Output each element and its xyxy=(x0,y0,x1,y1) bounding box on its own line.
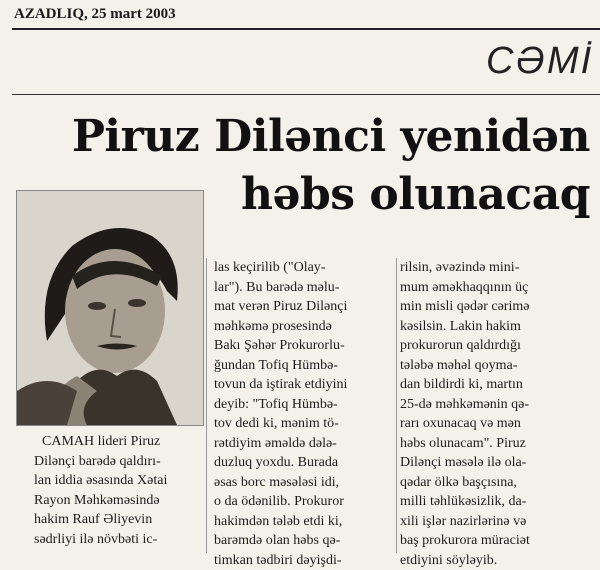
column-divider xyxy=(206,258,207,553)
portrait-image xyxy=(17,191,203,425)
text-line: rətdiyim əməldə dələ- xyxy=(214,434,392,454)
text-line: tələbə məhəl qoyma- xyxy=(400,356,588,376)
text-line: o da ödənilib. Prokuror xyxy=(214,492,392,512)
article-column-1 xyxy=(34,432,196,549)
text-line: etdiyini söyləyib. xyxy=(400,551,588,570)
text-line: xili işlər nazirlərinə və xyxy=(400,512,588,532)
article-column-3 xyxy=(400,258,588,570)
text-line: CAMAH lideri Piruz xyxy=(34,432,196,452)
text-line: min misli qədər cərimə xyxy=(400,297,588,317)
text-line: tov dedi ki, mənim tö- xyxy=(214,414,392,434)
text-line: timkan tədbiri dəyişdi- xyxy=(214,551,392,570)
text-line: həbs olunacam". Piruz xyxy=(400,434,588,454)
text-line: sədrliyi ilə növbəti ic- xyxy=(34,530,196,550)
text-line: tovun da iştirak etdiyini xyxy=(214,375,392,395)
text-line: mat verən Piruz Dilənçi xyxy=(214,297,392,317)
article-column-2 xyxy=(214,258,392,570)
section-tag: CƏMİ xyxy=(486,40,593,83)
portrait-photo xyxy=(16,190,204,426)
top-rule xyxy=(12,28,600,30)
text-line: deyib: "Tofiq Hümbə- xyxy=(214,395,392,415)
masthead: AZADLIQ, 25 mart 2003 xyxy=(14,6,600,26)
section-rule xyxy=(12,94,600,95)
text-line: lan iddia əsasında Xətai xyxy=(34,471,196,491)
text-line: prokurorun qaldırdığı xyxy=(400,336,588,356)
text-line: lar"). Bu barədə məlu- xyxy=(214,278,392,298)
text-line: Rayon Məhkəməsində xyxy=(34,491,196,511)
text-line: barəmdə olan həbs qə- xyxy=(214,531,392,551)
text-line: məhkəmə prosesində xyxy=(214,317,392,337)
text-line: hakimdən tələb etdi ki, xyxy=(214,512,392,532)
text-line: ğundan Tofiq Hümbə- xyxy=(214,356,392,376)
text-line: rilsin, əvəzində mini- xyxy=(400,258,588,278)
text-line: milli təhlükəsizlik, da- xyxy=(400,492,588,512)
text-line: dan bildirdi ki, martın xyxy=(400,375,588,395)
text-line: Bakı Şəhər Prokurorlu- xyxy=(214,336,392,356)
column-divider xyxy=(396,258,397,553)
headline-line-2: həbs olunacaq xyxy=(14,166,590,224)
text-line: 25-də məhkəmənin qə- xyxy=(400,395,588,415)
text-line: əsas borc məsələsi idi, xyxy=(214,473,392,493)
text-line: Dilənçi məsələ ilə ola- xyxy=(400,453,588,473)
text-line: kəsilsin. Lakin hakim xyxy=(400,317,588,337)
headline-line-1: Piruz Diləncі yenidən xyxy=(14,108,590,166)
text-line: baş prokurora müraciət xyxy=(400,531,588,551)
text-line: mum əməkhaqqının üç xyxy=(400,278,588,298)
text-line: hakim Rauf Əliyevin xyxy=(34,510,196,530)
text-line: las keçirilib ("Olay- xyxy=(214,258,392,278)
text-line: duzluq yoxdu. Burada xyxy=(214,453,392,473)
text-line: rarı oxunacaq və mən xyxy=(400,414,588,434)
text-line: qədar ölkə başçısına, xyxy=(400,473,588,493)
text-line: Dilənçi barədə qaldırı- xyxy=(34,452,196,472)
